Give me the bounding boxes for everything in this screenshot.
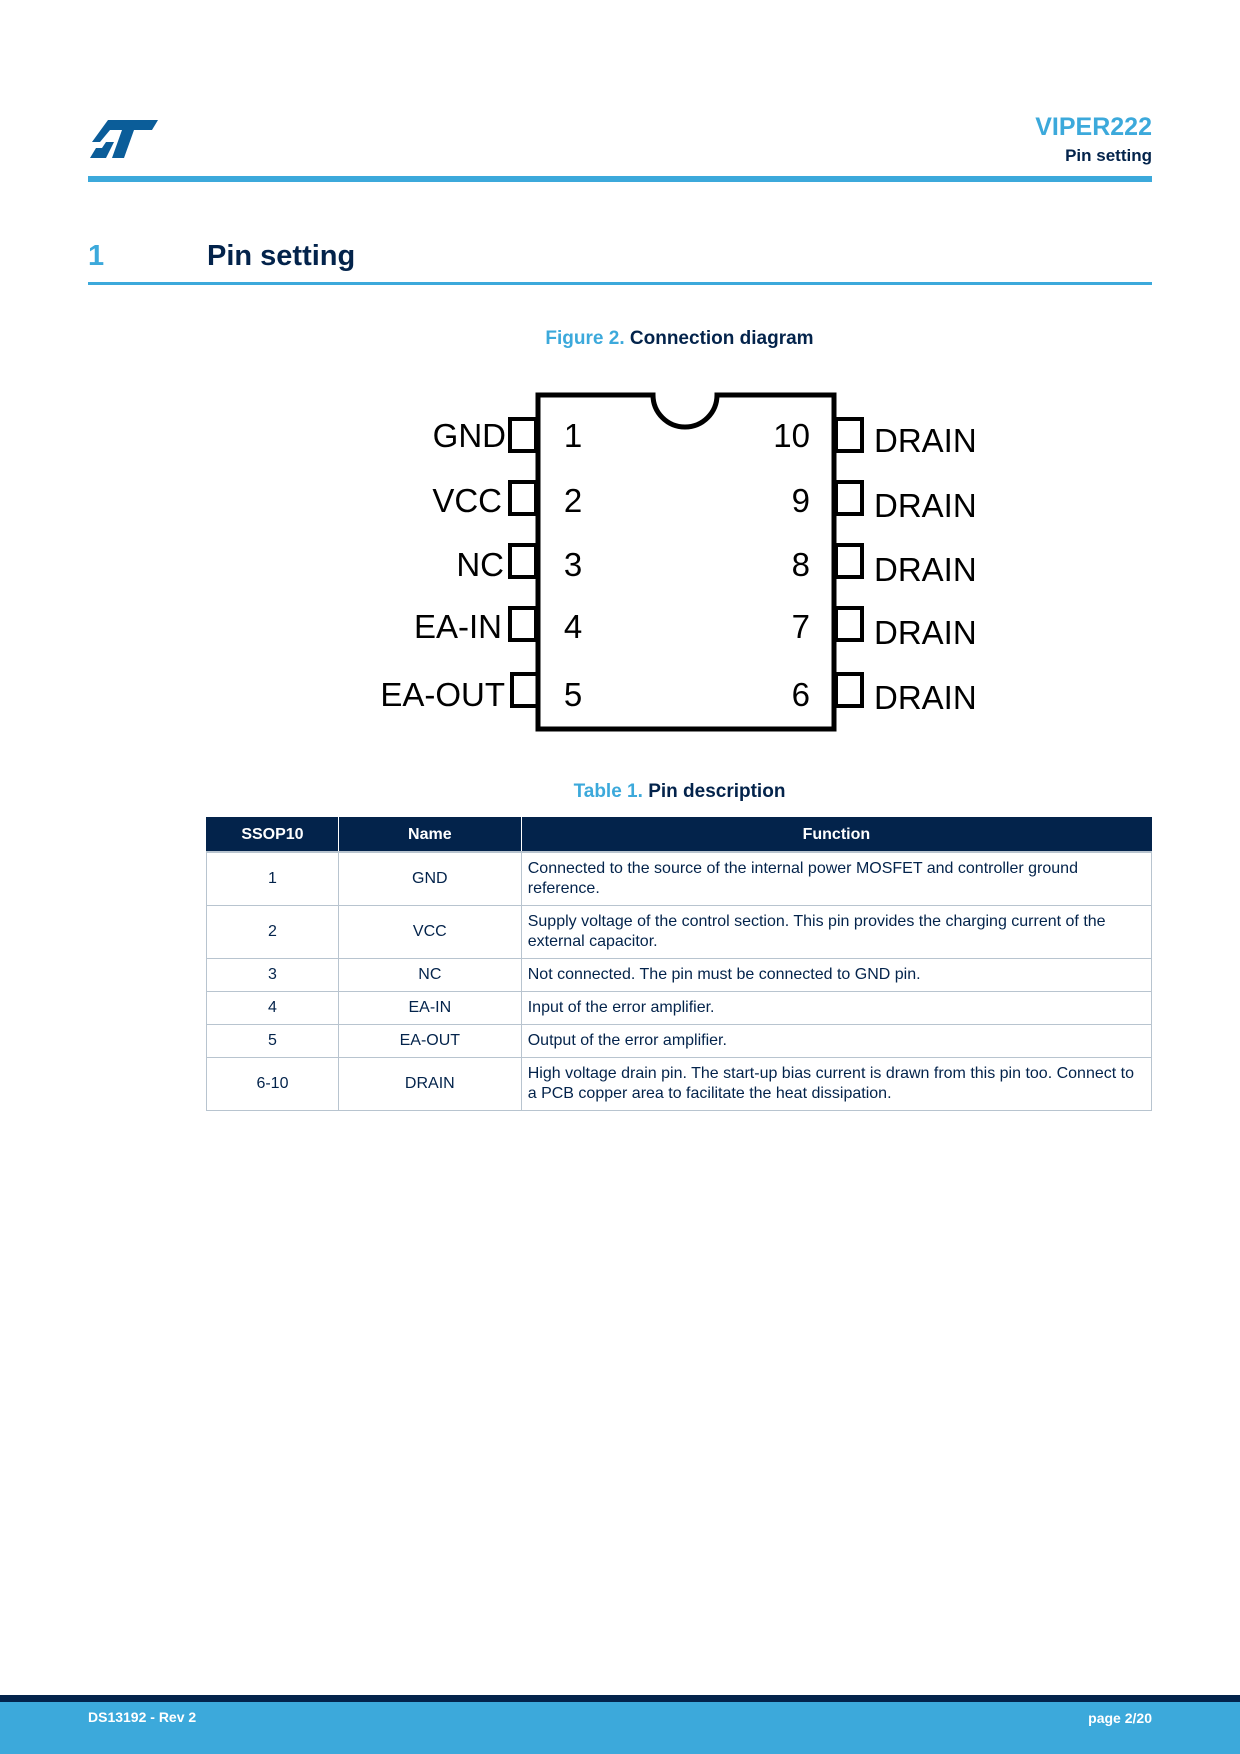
cell-pin: 6-10 [207, 1058, 339, 1111]
pin-name-4: EA-IN [413, 608, 502, 645]
pin-pad-1 [510, 419, 536, 451]
footer-doc-id: DS13192 - Rev 2 [88, 1709, 197, 1725]
figure-label: Figure 2. [545, 328, 625, 349]
st-logo [88, 118, 160, 160]
pin-pad-8 [836, 545, 862, 577]
table-row [207, 1058, 1152, 1111]
header-rule [88, 176, 1152, 182]
cell-name: DRAIN [338, 1058, 521, 1111]
pin-name-5: EA-OUT [380, 676, 505, 713]
table-row [207, 992, 1152, 1025]
column-header-function: Function [521, 818, 1151, 853]
pin-pad-6 [836, 674, 862, 706]
pin-name-9: DRAIN [874, 487, 977, 524]
cell-name: GND [338, 852, 521, 906]
pin-number-3: 3 [563, 546, 583, 583]
table-row [207, 1025, 1152, 1058]
pin-name-6: DRAIN [874, 679, 977, 716]
figure-caption [207, 328, 1152, 350]
cell-name: NC [338, 959, 521, 992]
figure-title: Connection diagram [629, 328, 814, 349]
cell-pin: 3 [207, 959, 339, 992]
cell-pin: 1 [207, 852, 339, 906]
table-label: Table 1. [573, 781, 643, 802]
column-header-name: Name [338, 818, 521, 853]
pin-number-6: 6 [791, 676, 810, 713]
pin-pad-5 [512, 674, 538, 706]
column-header-ssop10: SSOP10 [207, 818, 339, 853]
cell-function: Output of the error amplifier. [521, 1025, 1151, 1058]
footer-page-number: page 2/20 [1088, 1710, 1152, 1726]
pin-number-2: 2 [563, 482, 583, 519]
cell-name: EA-IN [338, 992, 521, 1025]
pin-pad-2 [510, 482, 536, 514]
cell-pin: 5 [207, 1025, 339, 1058]
pin-name-1: GND [432, 417, 506, 454]
cell-function: Input of the error amplifier. [521, 992, 1151, 1025]
pin-name-10: DRAIN [874, 422, 977, 459]
cell-function: Not connected. The pin must be connected to GND pin. [521, 959, 1151, 992]
cell-function: Supply voltage of the control section. This pin provides the charging current of the external capacitor. [521, 906, 1151, 959]
pin-name-7: DRAIN [874, 614, 977, 651]
footer-rule [0, 1695, 1240, 1702]
section-rule [88, 282, 1152, 285]
pin-name-8: DRAIN [874, 551, 977, 588]
cell-function: High voltage drain pin. The start-up bias current is drawn from this pin too. Connect to a PCB copper area to facilitate the heat dissipation. [521, 1058, 1151, 1111]
table-row [207, 906, 1152, 959]
section-number: 1 [88, 240, 105, 272]
pin-number-5: 5 [563, 676, 583, 713]
table-caption [207, 781, 1152, 803]
pin-pad-10 [836, 419, 862, 451]
table-row [207, 959, 1152, 992]
cell-pin: 2 [207, 906, 339, 959]
pin-number-4: 4 [563, 608, 583, 645]
cell-pin: 4 [207, 992, 339, 1025]
pin-description-table [206, 817, 1152, 1111]
pin-number-10: 10 [773, 417, 810, 454]
pin-number-7: 7 [791, 608, 810, 645]
cell-name: VCC [338, 906, 521, 959]
section-title: Pin setting [207, 240, 356, 272]
pin-number-9: 9 [791, 482, 810, 519]
cell-name: EA-OUT [338, 1025, 521, 1058]
pin-pad-4 [510, 608, 536, 640]
pin-pad-3 [510, 545, 536, 577]
pin-number-1: 1 [563, 417, 583, 454]
table-title: Pin description [648, 781, 786, 802]
table-row [207, 852, 1152, 906]
cell-function: Connected to the source of the internal power MOSFET and controller ground reference. [521, 852, 1151, 906]
pin-pad-7 [836, 608, 862, 640]
table-header-row [207, 818, 1152, 853]
pin-number-8: 8 [791, 546, 810, 583]
document-subtitle: Pin setting [1065, 146, 1152, 165]
document-title: VIPER222 [1035, 113, 1152, 141]
pin-pad-9 [836, 482, 862, 514]
connection-diagram [360, 380, 1000, 740]
pin-name-2: VCC [432, 482, 502, 519]
pin-name-3: NC [456, 546, 504, 583]
